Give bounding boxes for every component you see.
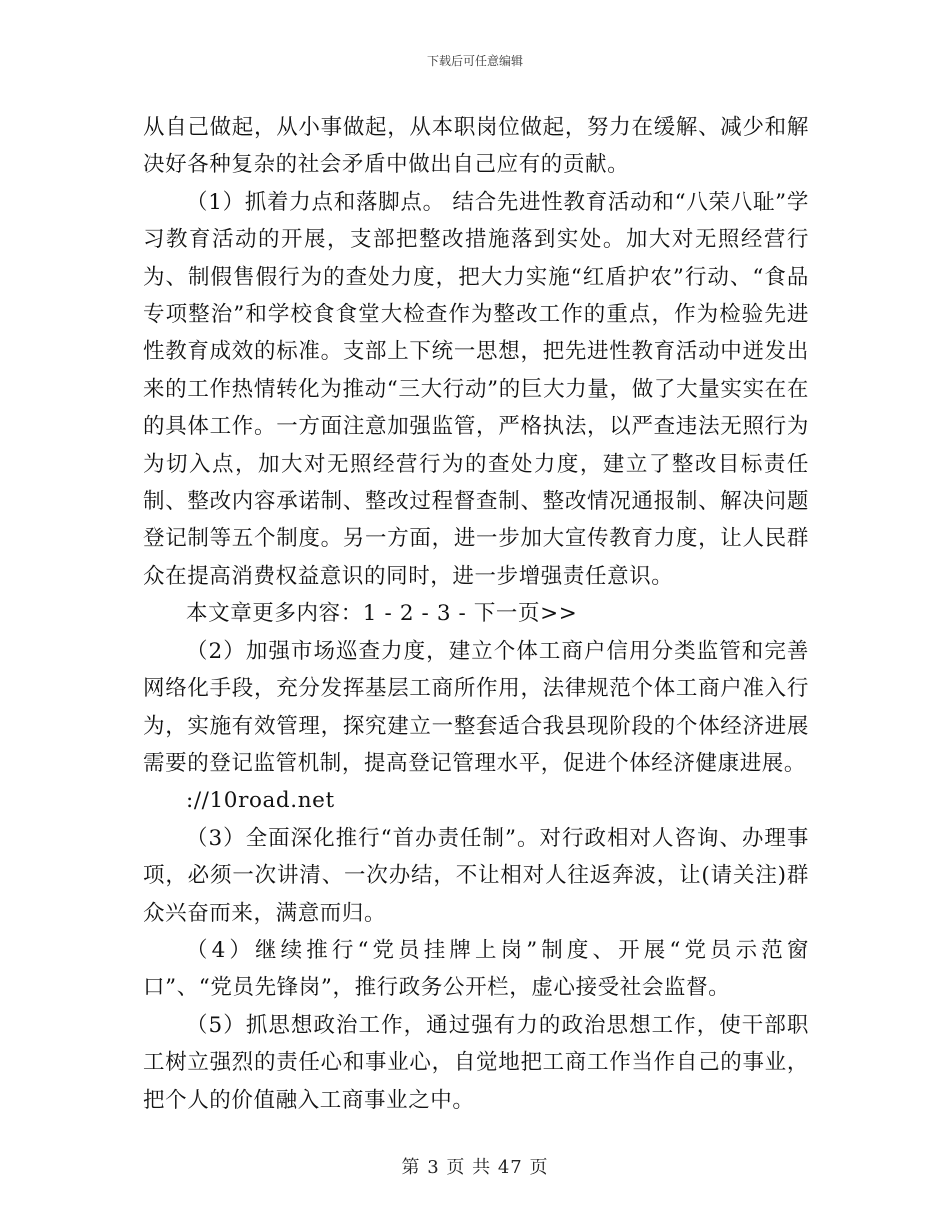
site-url: ://10road.net (186, 788, 335, 814)
paragraph-intro: 从自己做起，从小事做起，从本职岗位做起，努力在缓解、减少和解决好各种复杂的社会矛盾中做出自己应有的贡献。 (143, 115, 809, 178)
more-content-link[interactable]: 本文章更多内容：1 - 2 - 3 - 下一页>> (186, 601, 578, 627)
page-header: 下载后可任意编辑 (426, 54, 523, 68)
paragraph-item-3: （3）全面深化推行“首办责任制”。对行政相对人咨询、办理事项，必须一次讲清、一次办结，不让相对人往返奔波，让(请关注)群众兴奋而来，满意而归。 (143, 825, 809, 926)
document-body (143, 109, 809, 1119)
paragraph-item-1: （1）抓着力点和落脚点。 结合先进性教育活动和“八荣八耻”学习教育活动的开展，支部把整改措施落到实处。加大对无照经营行为、制假售假行为的查处力度，把大力实施“红盾护农”行动、“食品专项整治”和学校食食堂大检查作为整改工作的重点，作为检验先进性教育成效的标准。支部上下统一思想，把先进性教育活动中迸发出来的工作热情转化为推动“三大行动”的巨大力量，做了大量实实在在的具体工作。一方面注意加强监管，严格执法，以严查违法无照行为为切入点，加大对无照经营行为的查处力度，建立了整改目标责任制、整改内容承诺制、整改过程督查制、整改情况通报制、解决问题登记制等五个制度。另一方面，进一步加大宣传教育力度，让人民群众在提高消费权益意识的同时，进一步增强责任意识。 (143, 189, 809, 589)
paragraph-item-2: （2）加强市场巡查力度，建立个体工商户信用分类监管和完善网络化手段，充分发挥基层工商所作用，法律规范个体工商户准入行为，实施有效管理，探究建立一整套适合我县现阶段的个体经济进展需要的登记监管机制，提高登记管理水平，促进个体经济健康进展。 (143, 638, 809, 776)
paragraph-item-5: （5）抓思想政治工作，通过强有力的政治思想工作，使干部职工树立强烈的责任心和事业心，自觉地把工商工作当作自己的事业，把个人的价值融入工商事业之中。 (143, 1012, 809, 1113)
page-footer: 第 3 页 共 47 页 (401, 1157, 549, 1178)
paragraph-item-4: （4）继续推行“党员挂牌上岗”制度、开展“党员示范窗口”、“党员先锋岗”，推行政务公开栏，虚心接受社会监督。 (143, 937, 809, 1001)
